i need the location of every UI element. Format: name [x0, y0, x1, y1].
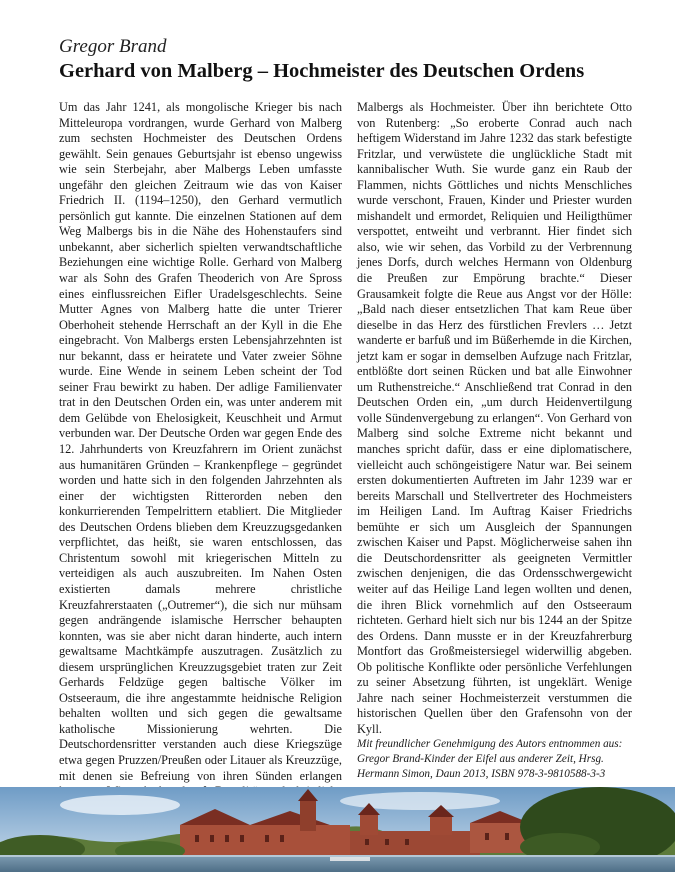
article-text-left: Um das Jahr 1241, als mongolische Krieger bis nach Mitteleuropa vordrangen, wurde Gerhard von Malberg zum sechsten Hochmeister des Deutschen Ordens gewählt. Sein genaues Geburtsjahr ist ebenso ungewiss wie sein Sterbejahr, aber Malbergs Leben umfasste ungefähr den gleichen Zeitraum wie das von Kaiser Friedrich II. (1194–1250), den Gerhard vermutlich persönlich gut kannte. Die einzelnen Stationen auf dem Weg Malbergs bis in die Nähe des Hohenstaufers sind unbekannt, aber sicherlich spielten verwandtschaftliche Beziehungen eine wichtige Rolle. Gerhard von Malberg war als Sohn des Grafen Theoderich von Are Spross eines einflussreichen Eifler Uradelsgeschlechts. Seine Mutter Agnes von Malberg hatte die unter Trierer Oberhoheit stehende Herrschaft an der Kyll in die Ehe eingebracht. Von Malbergs ersten Lebensjahrzehnten ist nur bekannt, dass er heiratete und Vater zweier Söhne wurde. Eine Wende in seinem Leben scheint der Tod seiner Frau bewirkt zu haben. Der adlige Familienvater trat in den Deutschen Orden ein, was unter anderem mit dem Gelübde von Ehelosigkeit, Keuschheit und Armut verbunden war. Der Deutsche Orden war gegen Ende des 12. Jahrhunderts von Kreuzfahrern im Orient zunächst aus humanitären Gründen – Krankenpflege – gegründet worden und hatte sich in den folgenden Jahrzehnten als einer der wichtigsten Ritterorden neben den konkurrierenden Tempelrittern etabliert. Die Mitglieder des Deutschen Ordens blieben dem Kreuzzugsgedanken verpflichtet, das heißt, sie waren entschlossen, das Christentum sowohl mit kriegerischen Mitteln zu verteidigen als auch auszubreiten. Im Nahen Osten existierten damals mehrere christliche Kreuzfahrerstaaten („Outremer“), die sich nur mühsam gegen andrängende islamische Herrscher behaupten konnten, was sie aber nicht daran hinderte, auch intern gewaltsame Machtkämpfe auszutragen. Zusätzlich zu diesem ursprünglichen Kreuzzugsgebiet traten zur Zeit Gerhards Feldzüge gegen baltische Völker im Ostseeraum, die ihre angestammte heidnische Religion behalten wollten und sich gegen die gewaltsame katholische Missionierung wehrten. Die Deutschordensritter verstanden auch diese Kriegszüge etwa gegen Pruzzen/Preußen oder Litauer als Kreuzzüge, mit denen sie Befreiung von ihren Sünden erlangen: [59, 100, 342, 783]
castle-panorama-photo: [0, 787, 675, 872]
column-right: [357, 100, 632, 782]
article-title: Gerhard von Malberg – Hochmeister des Deutschen Ordens: [59, 60, 585, 82]
column-left: [59, 100, 342, 831]
source-note: Mit freundlicher Genehmigung des Autors entnommen aus: Gregor Brand-Kinder der Eifel aus anderer Zeit, Hrsg. Hermann Simon, Daun 2013, ISBN 978-3-9810588-3-3: [357, 738, 623, 781]
author-name: Gregor Brand: [59, 36, 167, 57]
article-text-right: Malbergs als Hochmeister. Über ihn berichtete Otto von Rutenberg: „So eroberte Conrad auch nach heftigem Widerstand im Jahre 1232 das stark befestigte Fritzlar, und verwüstete die unglückliche Stadt mit kannibalischer Wuth. Sie wurde ganz ein Raub der Flammen, nichts Göttliches und nichts Menschliches wurde verschont, Frauen, Kinder und Priester wurden mishandelt und ermordet, Reliquien und Heiligthümer verspottet, entweiht und verbrannt. Hier findet sich also, wie wir sehen, das Vorbild zu der Verbrennung jenes Dorfs, durch welches Hermann von Oldenburg die Preußen zur Empörung brachte.“ Dieser Grausamkeit folgte die Reue aus Angst vor der Hölle: „Bald nach dieser entsetzlichen That kam Reue über dieselbe in das Herz des fürstlichen Frevlers … Jetzt wanderte er barfuß und im Büßerhemde in die Kirchen, jetzt kam er sogar in demselben Aufzuge nach Fritzlar, entblößte dort seinen Rücken und bat alle Einwohner um Ruthenstreiche.“ Anschließend trat Conrad in den Deutschen Orden ein, „um durch Heidenvertilgung volle Sündenvergebung zu erlangen“. Von Gerhard von Malberg sind solche Extreme nicht bekannt und manches spricht dafür, dass er eine diplomatischere, vielleicht auch schöngeistigere Natur war. Bei seinem ersten dokumentierten Auftreten im Jahr 1239 war er bereits Marschall und Stellvertreter des Hochmeisters im Heiligen Land. Im Auftrag Kaiser Friedrichs bemühte er sich um Ausgleich der Spannungen zwischen Kaiser und Papst. Möglicherweise sahen ihn die Deutschordensritter als geeigneten Vermittler zwischen denjenigen, die das Ordensschwergewicht weiter auf das Heilige Land legen wollten und denen, die ihren Blick vornehmlich auf den Ostseeraum richteten. Gerhard hielt sich nur bis 1244 an der Spitze des Ordens. Dann musste er in der Kreuzfahrerburg Montfort das Großmeistersiegel widerwillig abgeben. Ob politische Konflikte oder persönliche Verfehlungen zu seiner Absetzung führten, ist ungeklärt. Wenige Jahre nach seiner Hochmeisterzeit verstummen die historischen Quellen über den Grafensohn von der Kyll.: [357, 100, 632, 736]
